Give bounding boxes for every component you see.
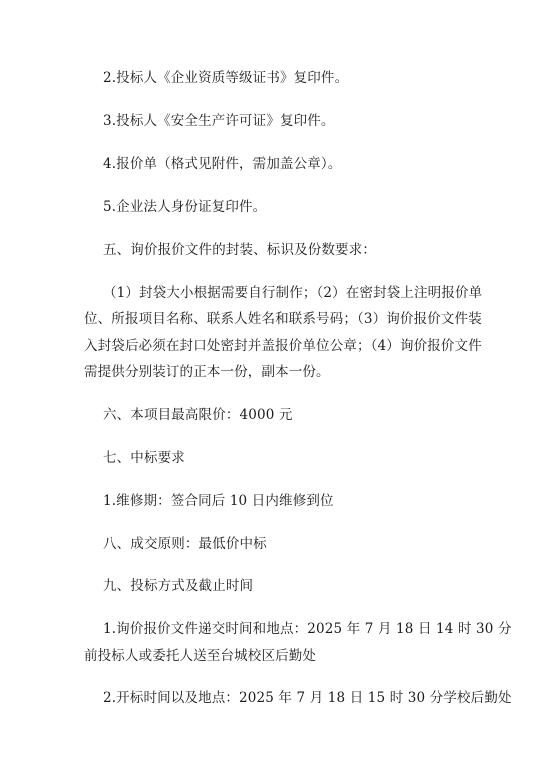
paragraph-packaging-line-3: 入封袋后必须在封口处密封并盖报价单位公章；（4）询价报价文件: [84, 338, 482, 354]
heading-section-five: 五、询价报价文件的封装、标识及份数要求：: [103, 242, 376, 258]
paragraph-copy-safety-license: 3.投标人《安全生产许可证》复印件。: [103, 113, 335, 129]
heading-section-six: 六、本项目最高限价：4000 元: [103, 407, 293, 423]
paragraph-quote-sheet: 4.报价单（格式见附件，需加盖公章）。: [103, 156, 342, 172]
paragraph-repair-period: 1.维修期：签合同后 10 日内维修到位: [103, 493, 334, 509]
paragraph-packaging-line-2: 位、所报项目名称、联系人姓名和联系号码；（3）询价报价文件装: [84, 311, 482, 327]
paragraph-submission-line-1: 1.询价报价文件递交时间和地点：2025 年 7 月 18 日 14 时 30 分: [103, 621, 512, 637]
heading-section-seven: 七、中标要求: [103, 450, 185, 466]
paragraph-copy-qualification-certificate: 2.投标人《企业资质等级证书》复印件。: [103, 70, 349, 86]
heading-section-nine: 九、投标方式及截止时间: [103, 578, 254, 594]
heading-section-eight: 八、成交原则：最低价中标: [103, 536, 267, 552]
paragraph-legal-person-id: 5.企业法人身份证复印件。: [103, 199, 267, 215]
paragraph-packaging-line-1: （1）封袋大小根据需要自行制作；（2）在密封袋上注明报价单: [103, 285, 483, 301]
paragraph-opening-time: 2.开标时间以及地点：2025 年 7 月 18 日 15 时 30 分学校后勤处: [103, 690, 512, 706]
paragraph-submission-line-2: 前投标人或委托人送至台城校区后勤处: [84, 648, 317, 664]
paragraph-packaging-line-4: 需提供分别装订的正本一份，副本一份。: [84, 364, 330, 380]
